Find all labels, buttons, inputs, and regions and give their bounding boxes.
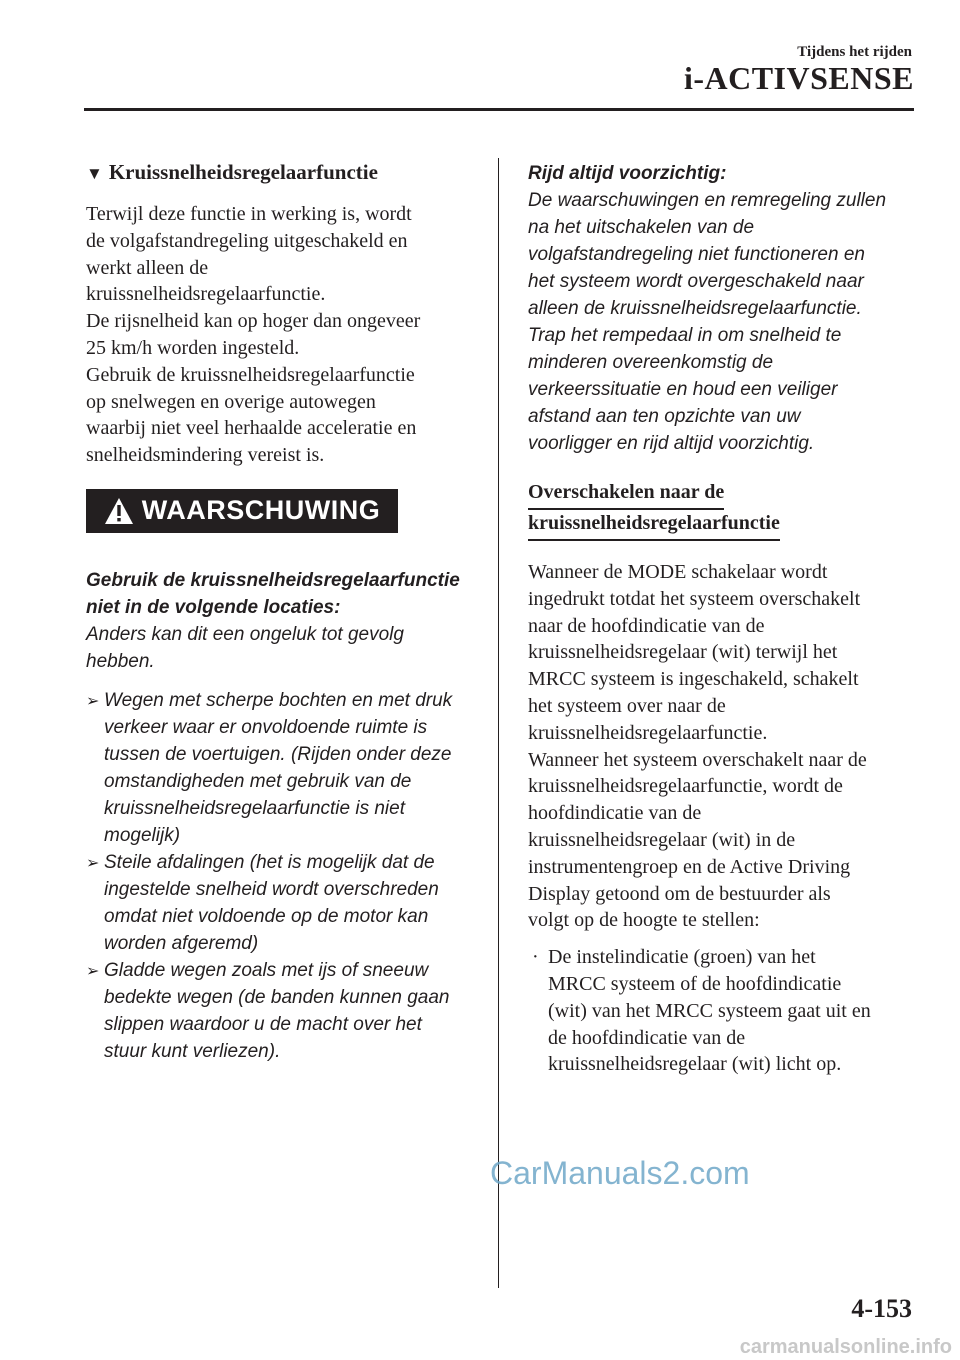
- caution-text: [528, 187, 914, 457]
- bullet-line: stuur kunt verliezen).: [104, 1040, 281, 1062]
- list-item: [528, 944, 914, 1078]
- caution-bold-line: Rijd altijd voorzichtig:: [528, 163, 727, 184]
- page-number: 4-153: [851, 1294, 912, 1323]
- dot-list: [528, 944, 914, 1078]
- caution-bold-text: [528, 160, 914, 187]
- body-line: Display getoond om de bestuurder als: [528, 882, 831, 905]
- body-line: kruissnelheidsregelaar (wit) in de: [528, 828, 796, 851]
- warning-bold-line: Gebruik de kruissnelheidsregelaarfunctie: [86, 569, 460, 591]
- list-item: [86, 687, 472, 849]
- body-line: snelheidsmindering vereist is.: [86, 444, 325, 467]
- bullet-line: verkeer waar er onvoldoende ruimte is: [104, 716, 428, 738]
- subheading-line: Overschakelen naar de: [528, 479, 724, 510]
- column-divider: [498, 158, 499, 1288]
- body-line: werkt alleen de: [86, 256, 209, 279]
- list-item: [86, 849, 472, 957]
- warning-line: hebben.: [86, 650, 155, 672]
- caution-line: afstand aan ten opzichte van uw: [528, 406, 801, 427]
- section-heading: [86, 160, 472, 185]
- warning-bold-line: niet in de volgende locaties:: [86, 596, 341, 618]
- bullet-line: Wegen met scherpe bochten en met druk: [104, 689, 453, 711]
- caution-line: minderen overeenkomstig de: [528, 352, 774, 373]
- body-line: De rijsnelheid kan op hoger dan ongeveer: [86, 310, 421, 333]
- subheading-line: kruissnelheidsregelaarfunctie: [528, 510, 780, 541]
- warning-text: [86, 621, 472, 675]
- body-line: MRCC systeem is ingeschakeld, schakelt: [528, 668, 859, 691]
- arrow-bullet-icon: ➢: [86, 852, 100, 872]
- body-line: Gebruik de kruissnelheidsregelaarfunctie: [86, 363, 415, 386]
- subheading-block: [528, 479, 914, 541]
- body-line: 25 km/h worden ingesteld.: [86, 336, 300, 359]
- warning-triangle-icon: [104, 497, 134, 525]
- bullet-line: kruissnelheidsregelaarfunctie is niet: [104, 797, 405, 819]
- body-line: Terwijl deze functie in werking is, wordt: [86, 203, 412, 225]
- caution-line: voorligger en rijd altijd voorzichtig.: [528, 433, 815, 454]
- warning-label: WAARSCHUWING: [141, 495, 381, 526]
- body-line: kruissnelheidsregelaar (wit) terwijl het: [528, 641, 838, 664]
- caution-line: Trap het rempedaal in om snelheid te: [528, 325, 842, 346]
- triangle-marker-icon: ▼: [86, 164, 103, 183]
- warning-line: Anders kan dit een ongeluk tot gevolg: [86, 623, 404, 645]
- body-line: naar de hoofdindicatie van de: [528, 614, 765, 637]
- dot-line: MRCC systeem of de hoofdindicatie: [548, 972, 842, 995]
- left-body-text: [86, 201, 472, 469]
- body-line: Wanneer de MODE schakelaar wordt: [528, 561, 828, 583]
- body-line: het systeem over naar de: [528, 694, 726, 717]
- footer-watermark: carmanualsonline.info: [739, 1336, 952, 1358]
- dot-line: de hoofdindicatie van de: [548, 1026, 746, 1049]
- header-rule: [84, 108, 914, 111]
- left-column: [86, 160, 472, 1065]
- body-line: op snelwegen en overige autowegen: [86, 390, 376, 413]
- caution-line: De waarschuwingen en remregeling zullen: [528, 190, 887, 211]
- dot-line: De instelindicatie (groen) van het: [548, 946, 816, 969]
- dot-line: (wit) van het MRCC systeem gaat uit en: [548, 999, 871, 1022]
- body-line: waarbij niet veel herhaalde acceleratie en: [86, 417, 417, 440]
- body-line: hoofdindicatie van de: [528, 802, 702, 825]
- bullet-line: omdat niet voldoende op de motor kan: [104, 905, 429, 927]
- bullet-line: bedekte wegen (de banden kunnen gaan: [104, 986, 450, 1008]
- bullet-line: tussen de voertuigen. (Rijden onder deze: [104, 743, 452, 765]
- header-title: i-ACTIVSENSE: [683, 60, 914, 96]
- arrow-bullet-icon: ➢: [86, 960, 100, 980]
- bullet-line: slippen waardoor u de macht over het: [104, 1013, 422, 1035]
- watermark-logo: CarManuals2.com: [490, 1155, 750, 1191]
- body-line: instrumentengroep en de Active Driving: [528, 855, 851, 878]
- list-item: [86, 957, 472, 1065]
- caution-line: na het uitschakelen van de: [528, 217, 755, 238]
- caution-line: het systeem wordt overgeschakeld naar: [528, 271, 864, 292]
- body-line: Wanneer het systeem overschakelt naar de: [528, 748, 867, 771]
- body-line: kruissnelheidsregelaarfunctie.: [528, 721, 768, 744]
- right-body-text: [528, 559, 914, 934]
- warning-bullet-list: [86, 687, 472, 1065]
- bullet-line: ingestelde snelheid wordt overschreden: [104, 878, 439, 900]
- header-section-label: Tijdens het rijden: [797, 44, 912, 60]
- bullet-line: worden afgeremd): [104, 932, 259, 954]
- bullet-line: omstandigheden met gebruik van de: [104, 770, 412, 792]
- body-line: ingedrukt totdat het systeem overschakelt: [528, 587, 861, 610]
- arrow-bullet-icon: ➢: [86, 690, 100, 710]
- body-line: kruissnelheidsregelaarfunctie.: [86, 283, 326, 306]
- section-heading-text: Kruissnelheidsregelaarfunctie: [108, 160, 378, 184]
- bullet-line: Gladde wegen zoals met ijs of sneeuw: [104, 959, 429, 981]
- caution-line: alleen de kruissnelheidsregelaarfunctie.: [528, 298, 862, 319]
- bullet-line: Steile afdalingen (het is mogelijk dat de: [104, 851, 435, 873]
- body-line: volgt op de hoogte te stellen:: [528, 909, 760, 932]
- caution-line: verkeerssituatie en houd een veiliger: [528, 379, 838, 400]
- dot-line: kruissnelheidsregelaar (wit) licht op.: [548, 1053, 842, 1076]
- dot-bullet-icon: ·: [532, 946, 539, 969]
- right-column: [528, 160, 914, 1078]
- caution-line: volgafstandregeling niet functioneren en: [528, 244, 865, 265]
- warning-bold-text: [86, 567, 472, 621]
- body-line: kruissnelheidsregelaarfunctie, wordt de: [528, 775, 843, 798]
- warning-banner: [86, 489, 398, 533]
- bullet-line: mogelijk): [104, 824, 181, 846]
- body-line: de volgafstandregeling uitgeschakeld en: [86, 229, 408, 252]
